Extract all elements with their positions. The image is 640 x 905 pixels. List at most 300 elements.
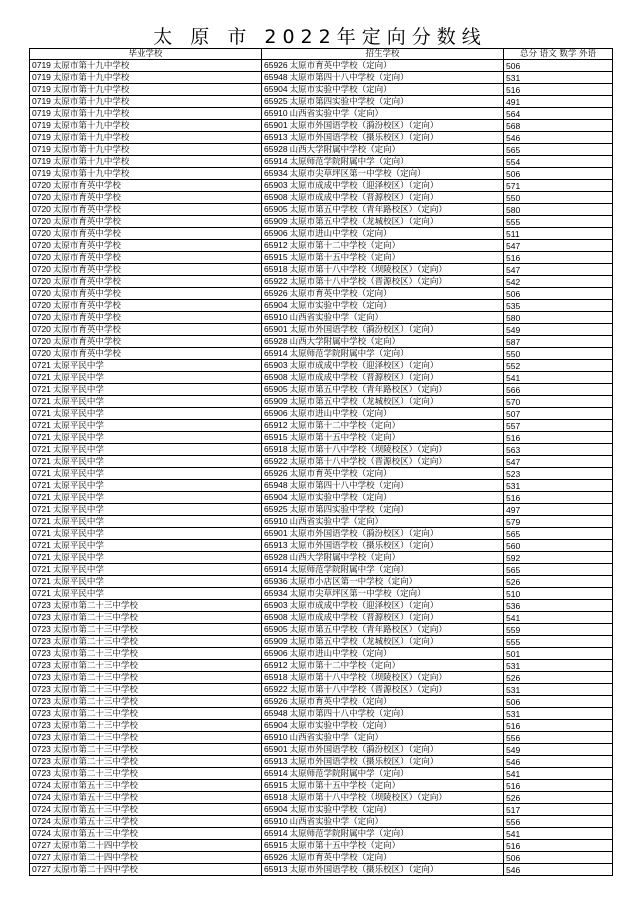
recruit-school-cell [262, 72, 504, 84]
total-score-cell: 506 [504, 288, 613, 300]
school-name: 太原市育英中学校 [52, 313, 121, 323]
total-score-cell: 566 [504, 384, 613, 396]
school-code: 0723 [32, 612, 51, 622]
table-row [30, 432, 613, 444]
recruit-school-cell [262, 516, 504, 528]
school-code: 0719 [32, 156, 51, 166]
school-name: 太原市育英中学校 [52, 193, 121, 203]
school-name: 太原市第十九中学校 [52, 109, 130, 119]
school-code: 0719 [32, 84, 51, 94]
recruit-name: 太原市进山中学校（定向） [289, 229, 392, 239]
recruit-school-cell [262, 804, 504, 816]
recruit-code: 65926 [264, 60, 288, 70]
recruit-name: 太原市第十八中学校（坝陵校区）（定向） [289, 265, 447, 275]
recruit-name: 太原市成成中学校（迎泽校区）（定向） [289, 181, 439, 191]
recruit-name: 太原市实验中学校（定向） [289, 301, 392, 311]
school-name: 太原市第二十三中学校 [52, 757, 138, 767]
school-code: 0721 [32, 384, 51, 394]
recruit-code: 65904 [264, 492, 288, 502]
recruit-school-cell [262, 456, 504, 468]
school-name: 太原市第五十三中学校 [52, 793, 138, 803]
school-name: 太原市第五十三中学校 [52, 781, 138, 791]
header-recruit: 招生学校 [262, 49, 504, 60]
recruit-school-cell [262, 156, 504, 168]
recruit-school-cell [262, 60, 504, 72]
recruit-code: 65910 [264, 516, 288, 526]
school-name: 太原市育英中学校 [52, 265, 121, 275]
table-row [30, 420, 613, 432]
graduate-school-cell [30, 540, 262, 552]
recruit-school-cell [262, 504, 504, 516]
recruit-school-cell [262, 696, 504, 708]
school-name: 太原市第十九中学校 [52, 73, 130, 83]
recruit-name: 太原市第十八中学校（坝陵校区）（定向） [289, 673, 447, 683]
school-code: 0723 [32, 732, 51, 742]
graduate-school-cell [30, 768, 262, 780]
recruit-code: 65903 [264, 600, 288, 610]
graduate-school-cell [30, 516, 262, 528]
recruit-code: 65922 [264, 276, 288, 286]
table-row [30, 504, 613, 516]
total-score-cell: 546 [504, 132, 613, 144]
table-row [30, 528, 613, 540]
total-score-cell: 511 [504, 228, 613, 240]
graduate-school-cell [30, 228, 262, 240]
recruit-name: 太原市第五中学校（龙城校区）（定向） [289, 637, 439, 647]
recruit-school-cell [262, 540, 504, 552]
school-name: 太原市第二十三中学校 [52, 697, 138, 707]
recruit-school-cell [262, 864, 504, 876]
graduate-school-cell [30, 864, 262, 876]
total-score-cell: 506 [504, 696, 613, 708]
total-score-cell: 541 [504, 612, 613, 624]
graduate-school-cell [30, 360, 262, 372]
recruit-school-cell [262, 240, 504, 252]
graduate-school-cell [30, 348, 262, 360]
school-code: 0719 [32, 60, 51, 70]
total-score-cell: 565 [504, 528, 613, 540]
recruit-school-cell [262, 120, 504, 132]
total-score-cell: 550 [504, 348, 613, 360]
graduate-school-cell [30, 336, 262, 348]
school-code: 0719 [32, 168, 51, 178]
graduate-school-cell [30, 648, 262, 660]
recruit-code: 65918 [264, 264, 288, 274]
recruit-code: 65903 [264, 360, 288, 370]
school-code: 0720 [32, 228, 51, 238]
graduate-school-cell [30, 288, 262, 300]
total-score-cell: 556 [504, 732, 613, 744]
recruit-code: 65918 [264, 444, 288, 454]
table-row [30, 336, 613, 348]
school-name: 太原平民中学 [52, 529, 104, 539]
total-score-cell: 526 [504, 576, 613, 588]
school-code: 0720 [32, 324, 51, 334]
graduate-school-cell [30, 132, 262, 144]
graduate-school-cell [30, 444, 262, 456]
school-name: 太原市育英中学校 [52, 181, 121, 191]
recruit-name: 太原市外国语学校（漪汾校区）（定向） [289, 325, 439, 335]
recruit-code: 65912 [264, 240, 288, 250]
table-row [30, 264, 613, 276]
school-code: 0723 [32, 600, 51, 610]
recruit-school-cell [262, 636, 504, 648]
school-code: 0721 [32, 588, 51, 598]
recruit-code: 65914 [264, 828, 288, 838]
school-code: 0721 [32, 552, 51, 562]
school-name: 太原市育英中学校 [52, 253, 121, 263]
recruit-school-cell [262, 336, 504, 348]
school-code: 0721 [32, 396, 51, 406]
table-row [30, 240, 613, 252]
total-score-cell: 550 [504, 192, 613, 204]
graduate-school-cell [30, 72, 262, 84]
recruit-school-cell [262, 252, 504, 264]
table-row [30, 684, 613, 696]
table-row [30, 540, 613, 552]
recruit-school-cell [262, 708, 504, 720]
total-score-cell: 587 [504, 336, 613, 348]
recruit-school-cell [262, 288, 504, 300]
recruit-code: 65912 [264, 660, 288, 670]
table-row [30, 840, 613, 852]
recruit-name: 太原市第十八中学校（晋源校区）（定向） [289, 277, 447, 287]
recruit-name: 太原市外国语学校（摄乐校区）（定向） [289, 541, 439, 551]
recruit-name: 山西省实验中学（定向） [289, 109, 384, 119]
school-code: 0721 [32, 564, 51, 574]
recruit-name: 太原市第十五中学校（定向） [289, 781, 401, 791]
recruit-school-cell [262, 588, 504, 600]
table-row [30, 84, 613, 96]
recruit-code: 65910 [264, 816, 288, 826]
graduate-school-cell [30, 480, 262, 492]
total-score-cell: 563 [504, 444, 613, 456]
recruit-school-cell [262, 816, 504, 828]
graduate-school-cell [30, 468, 262, 480]
recruit-code: 65926 [264, 852, 288, 862]
recruit-code: 65928 [264, 552, 288, 562]
table-row [30, 228, 613, 240]
table-row [30, 732, 613, 744]
table-row [30, 156, 613, 168]
graduate-school-cell [30, 564, 262, 576]
school-name: 太原市第十九中学校 [52, 85, 130, 95]
school-name: 太原市第二十三中学校 [52, 685, 138, 695]
recruit-school-cell [262, 180, 504, 192]
recruit-name: 太原市实验中学校（定向） [289, 721, 392, 731]
school-code: 0721 [32, 444, 51, 454]
table-row [30, 408, 613, 420]
school-name: 太原平民中学 [52, 457, 104, 467]
table-row [30, 312, 613, 324]
recruit-code: 65914 [264, 564, 288, 574]
recruit-name: 太原市第四实验中学校（定向） [289, 505, 409, 515]
total-score-cell: 546 [504, 864, 613, 876]
recruit-name: 太原市第四十八中学校（定向） [289, 481, 409, 491]
table-row [30, 456, 613, 468]
header-school: 毕业学校 [30, 49, 262, 60]
table-row [30, 468, 613, 480]
table-row [30, 828, 613, 840]
school-code: 0721 [32, 528, 51, 538]
recruit-school-cell [262, 744, 504, 756]
total-score-cell: 531 [504, 72, 613, 84]
graduate-school-cell [30, 672, 262, 684]
school-name: 太原市第二十三中学校 [52, 661, 138, 671]
school-name: 太原平民中学 [52, 385, 104, 395]
recruit-school-cell [262, 732, 504, 744]
school-name: 太原平民中学 [52, 421, 104, 431]
graduate-school-cell [30, 96, 262, 108]
table-row [30, 744, 613, 756]
recruit-school-cell [262, 444, 504, 456]
total-score-cell: 523 [504, 468, 613, 480]
school-name: 太原平民中学 [52, 373, 104, 383]
school-code: 0723 [32, 720, 51, 730]
graduate-school-cell [30, 624, 262, 636]
school-code: 0720 [32, 348, 51, 358]
graduate-school-cell [30, 660, 262, 672]
school-code: 0721 [32, 456, 51, 466]
school-name: 太原平民中学 [52, 517, 104, 527]
recruit-name: 太原市外国语学校（漪汾校区）（定向） [289, 745, 439, 755]
recruit-name: 太原市外国语学校（漪汾校区）（定向） [289, 121, 439, 131]
recruit-code: 65915 [264, 780, 288, 790]
table-row [30, 648, 613, 660]
school-code: 0721 [32, 408, 51, 418]
table-row [30, 852, 613, 864]
school-name: 太原平民中学 [52, 565, 104, 575]
graduate-school-cell [30, 108, 262, 120]
table-row [30, 492, 613, 504]
total-score-cell: 506 [504, 852, 613, 864]
graduate-school-cell [30, 576, 262, 588]
recruit-name: 太原市实验中学校（定向） [289, 493, 392, 503]
school-code: 0719 [32, 96, 51, 106]
recruit-name: 太原市育英中学校（定向） [289, 469, 392, 479]
recruit-name: 太原市第四实验中学校（定向） [289, 97, 409, 107]
graduate-school-cell [30, 156, 262, 168]
recruit-school-cell [262, 648, 504, 660]
total-score-cell: 556 [504, 816, 613, 828]
school-code: 0721 [32, 468, 51, 478]
school-name: 太原市第十九中学校 [52, 157, 130, 167]
recruit-name: 山西省实验中学（定向） [289, 517, 384, 527]
graduate-school-cell [30, 756, 262, 768]
recruit-name: 太原市第十五中学校（定向） [289, 253, 401, 263]
school-code: 0727 [32, 864, 51, 874]
recruit-code: 65904 [264, 300, 288, 310]
total-score-cell: 516 [504, 840, 613, 852]
recruit-code: 65914 [264, 768, 288, 778]
table-row [30, 552, 613, 564]
table-body [30, 60, 613, 876]
school-code: 0721 [32, 492, 51, 502]
recruit-school-cell [262, 384, 504, 396]
table-row [30, 696, 613, 708]
recruit-school-cell [262, 672, 504, 684]
total-score-cell: 541 [504, 372, 613, 384]
recruit-name: 太原市育英中学校（定向） [289, 61, 392, 71]
school-name: 太原市第十九中学校 [52, 169, 130, 179]
recruit-name: 太原市第四十八中学校（定向） [289, 709, 409, 719]
recruit-code: 65908 [264, 372, 288, 382]
school-code: 0723 [32, 684, 51, 694]
school-name: 太原平民中学 [52, 445, 104, 455]
school-name: 太原市育英中学校 [52, 217, 121, 227]
recruit-code: 65928 [264, 144, 288, 154]
school-name: 太原市第二十四中学校 [52, 865, 138, 875]
recruit-code: 65948 [264, 480, 288, 490]
graduate-school-cell [30, 192, 262, 204]
recruit-school-cell [262, 468, 504, 480]
table-row [30, 348, 613, 360]
recruit-code: 65925 [264, 96, 288, 106]
recruit-school-cell [262, 720, 504, 732]
recruit-school-cell [262, 300, 504, 312]
recruit-name: 太原市第十八中学校（坝陵校区）（定向） [289, 793, 447, 803]
total-score-cell: 535 [504, 300, 613, 312]
recruit-code: 65910 [264, 732, 288, 742]
recruit-name: 太原市第五中学校（青年路校区）（定向） [289, 205, 447, 215]
graduate-school-cell [30, 300, 262, 312]
graduate-school-cell [30, 312, 262, 324]
graduate-school-cell [30, 828, 262, 840]
school-code: 0720 [32, 300, 51, 310]
recruit-code: 65913 [264, 540, 288, 550]
recruit-school-cell [262, 792, 504, 804]
graduate-school-cell [30, 852, 262, 864]
graduate-school-cell [30, 432, 262, 444]
recruit-code: 65926 [264, 696, 288, 706]
recruit-code: 65913 [264, 756, 288, 766]
recruit-code: 65909 [264, 636, 288, 646]
school-name: 太原市第十九中学校 [52, 133, 130, 143]
recruit-name: 太原师范学院附属中学（定向） [289, 157, 409, 167]
recruit-name: 太原市第五中学校（龙城校区）（定向） [289, 397, 439, 407]
school-code: 0723 [32, 624, 51, 634]
table-row [30, 672, 613, 684]
graduate-school-cell [30, 60, 262, 72]
school-name: 太原市第二十三中学校 [52, 613, 138, 623]
recruit-school-cell [262, 480, 504, 492]
recruit-school-cell [262, 660, 504, 672]
school-code: 0723 [32, 672, 51, 682]
school-name: 太原市第二十三中学校 [52, 769, 138, 779]
school-code: 0721 [32, 540, 51, 550]
total-score-cell: 536 [504, 600, 613, 612]
graduate-school-cell [30, 684, 262, 696]
table-row [30, 792, 613, 804]
graduate-school-cell [30, 216, 262, 228]
school-name: 太原市第二十三中学校 [52, 733, 138, 743]
recruit-code: 65926 [264, 288, 288, 298]
total-score-cell: 501 [504, 648, 613, 660]
recruit-name: 太原师范学院附属中学（定向） [289, 565, 409, 575]
recruit-school-cell [262, 192, 504, 204]
recruit-code: 65901 [264, 324, 288, 334]
graduate-school-cell [30, 144, 262, 156]
total-score-cell: 549 [504, 744, 613, 756]
total-score-cell: 580 [504, 204, 613, 216]
recruit-code: 65901 [264, 120, 288, 130]
recruit-code: 65914 [264, 156, 288, 166]
school-name: 太原市育英中学校 [52, 325, 121, 335]
school-name: 太原市育英中学校 [52, 349, 121, 359]
table-row [30, 360, 613, 372]
recruit-code: 65901 [264, 528, 288, 538]
table-row [30, 564, 613, 576]
school-code: 0719 [32, 132, 51, 142]
total-score-cell: 560 [504, 540, 613, 552]
school-name: 太原平民中学 [52, 433, 104, 443]
recruit-code: 65905 [264, 624, 288, 634]
school-name: 太原市育英中学校 [52, 289, 121, 299]
graduate-school-cell [30, 816, 262, 828]
recruit-code: 65904 [264, 84, 288, 94]
table-row [30, 516, 613, 528]
school-code: 0721 [32, 480, 51, 490]
table-row [30, 216, 613, 228]
recruit-name: 太原市外国语学校（摄乐校区）（定向） [289, 757, 439, 767]
graduate-school-cell [30, 612, 262, 624]
graduate-school-cell [30, 744, 262, 756]
table-row [30, 120, 613, 132]
recruit-name: 太原市第十二中学校（定向） [289, 241, 401, 251]
total-score-cell: 554 [504, 156, 613, 168]
school-code: 0719 [32, 120, 51, 130]
recruit-school-cell [262, 564, 504, 576]
recruit-code: 65913 [264, 132, 288, 142]
total-score-cell: 565 [504, 564, 613, 576]
recruit-code: 65904 [264, 720, 288, 730]
recruit-code: 65910 [264, 108, 288, 118]
recruit-school-cell [262, 624, 504, 636]
total-score-cell: 568 [504, 120, 613, 132]
school-name: 太原平民中学 [52, 409, 104, 419]
total-score-cell: 555 [504, 216, 613, 228]
graduate-school-cell [30, 408, 262, 420]
total-score-cell: 580 [504, 312, 613, 324]
school-code: 0727 [32, 840, 51, 850]
recruit-name: 太原市育英中学校（定向） [289, 853, 392, 863]
graduate-school-cell [30, 168, 262, 180]
recruit-name: 太原市成成中学校（晋源校区）（定向） [289, 613, 439, 623]
recruit-name: 太原市实验中学校（定向） [289, 805, 392, 815]
recruit-school-cell [262, 576, 504, 588]
total-score-cell: 531 [504, 708, 613, 720]
graduate-school-cell [30, 204, 262, 216]
school-name: 太原市第二十三中学校 [52, 625, 138, 635]
recruit-code: 65922 [264, 684, 288, 694]
recruit-code: 65908 [264, 612, 288, 622]
recruit-school-cell [262, 600, 504, 612]
school-name: 太原平民中学 [52, 397, 104, 407]
graduate-school-cell [30, 732, 262, 744]
table-row [30, 588, 613, 600]
school-code: 0721 [32, 432, 51, 442]
total-score-cell: 491 [504, 96, 613, 108]
school-name: 太原市第二十四中学校 [52, 853, 138, 863]
total-score-cell: 549 [504, 324, 613, 336]
total-score-cell: 542 [504, 276, 613, 288]
recruit-code: 65934 [264, 168, 288, 178]
school-code: 0720 [32, 336, 51, 346]
school-code: 0721 [32, 576, 51, 586]
recruit-name: 太原市第十二中学校（定向） [289, 421, 401, 431]
table-row [30, 396, 613, 408]
total-score-cell: 506 [504, 168, 613, 180]
